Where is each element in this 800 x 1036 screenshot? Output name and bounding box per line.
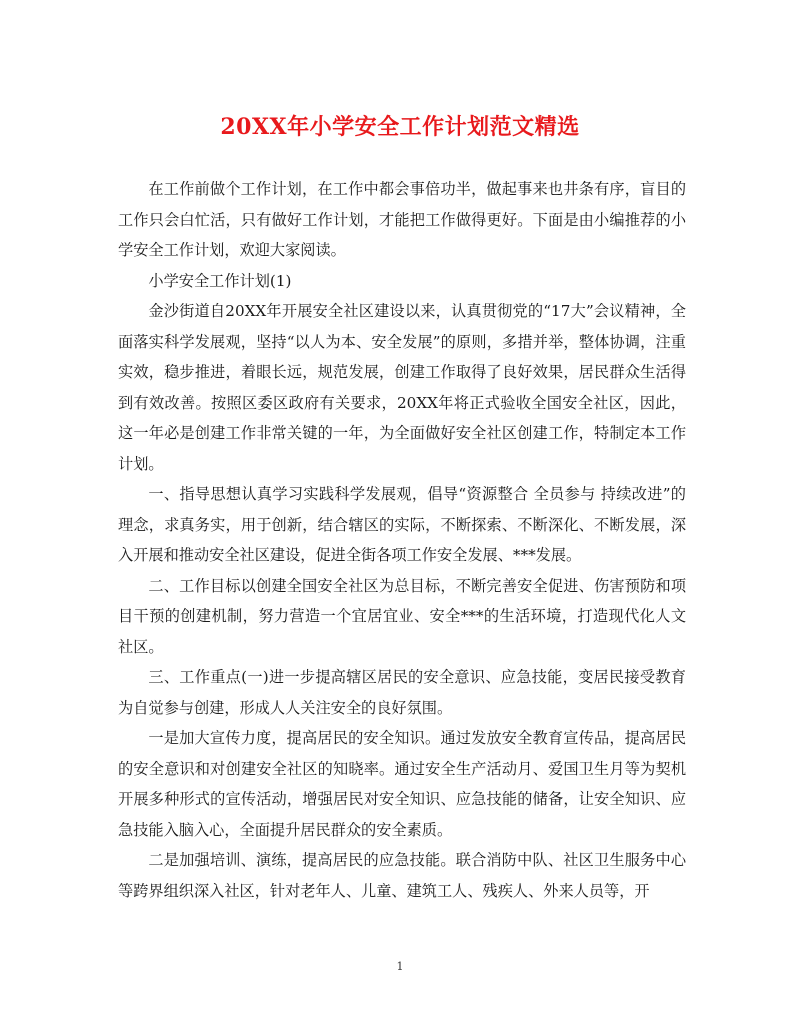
body-paragraph: 二、工作目标以创建全国安全社区为总目标，不断完善安全促进、伤害预防和项目干预的创建机制，努力营造一个宜居宜业、安全***的生活环境，打造现代化人文社区。 xyxy=(118,576,686,656)
document-title: 20XX年小学安全工作计划范文精选 xyxy=(220,114,580,140)
body-paragraph: 金沙街道自20XX年开展安全社区建设以来，认真贯彻党的“17大”会议精神，全面落实科学发展观，坚持“以人为本、安全发展”的原则，多措并举，整体协调，注重实效，稳步推进，着眼长远，规范发展，创建工作取得了良好效果，居民群众生活得到有效改善。按照区委区政府有关要求，20XX年将正式验收全国安全社区，因此，这一年必是创建工作非常关键的一年，为全面做好安全社区创建工作，特制定本工作计划。 xyxy=(118,302,686,473)
section-heading: 小学安全工作计划(1) xyxy=(148,271,292,290)
intro-paragraph: 在工作前做个工作计划，在工作中都会事倍功半，做起事来也井条有序，盲目的工作只会白忙活，只有做好工作计划，才能把工作做得更好。下面是由小编推荐的小学安全工作计划，欢迎大家阅读。 xyxy=(118,180,686,259)
body-paragraph: 三、工作重点(一)进一步提高辖区居民的安全意识、应急技能，变居民接受教育为自觉参与创建，形成人人关注安全的良好氛围。 xyxy=(118,668,686,717)
body-paragraph: 二是加强培训、演练，提高居民的应急技能。联合消防中队、社区卫生服务中心等跨界组织深入社区，针对老年人、儿童、建筑工人、残疾人、外来人员等，开 xyxy=(118,851,686,900)
document-body xyxy=(118,174,686,906)
page-number: 1 xyxy=(396,960,404,973)
body-paragraph: 一是加大宣传力度，提高居民的安全知识。通过发放安全教育宣传品，提高居民的安全意识和对创建安全社区的知晓率。通过安全生产活动月、爱国卫生月等为契机开展多种形式的宣传活动，增强居民对安全知识、应急技能的储备，让安全知识、应急技能入脑入心，全面提升居民群众的安全素质。 xyxy=(118,729,686,839)
body-paragraph: 一、指导思想认真学习实践科学发展观，倡导“资源整合 全员参与 持续改进”的理念，求真务实，用于创新，结合辖区的实际，不断探索、不断深化、不断发展，深入开展和推动安全社区建设，促进全街各项工作安全发展、***发展。 xyxy=(118,485,686,564)
